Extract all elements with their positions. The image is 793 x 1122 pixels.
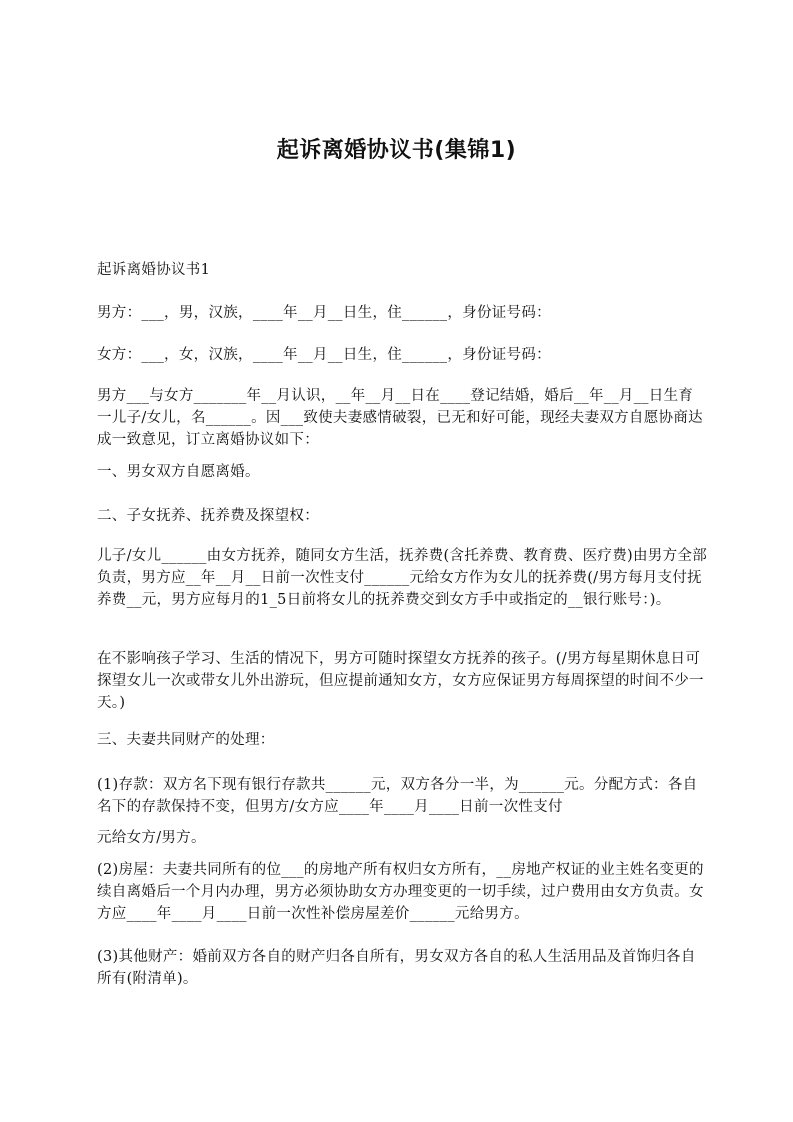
other-property-clause: (3)其他财产：婚前双方各自的财产归各自所有，男女双方各自的私人生活用品及首饰归各自所有(附清单)。 (97, 949, 696, 987)
document-title: 起诉离婚协议书(集锦1) (276, 138, 517, 163)
section-heading: 起诉离婚协议书1 (97, 262, 211, 278)
child-custody-support: 儿子/女儿______由女方抚养，随同女方生活，抚养费(含托养费、教育费、医疗费)由男方全部负责，男方应__年__月__日前一次性支付______元给女方作为女儿的抚养费(/男方每月支付抚养费__元，男方应每月的1_5日前将女儿的抚养费交到女方手中或指定的__银行账号：)。 (97, 548, 707, 608)
male-party-info: 男方：___，男，汉族，____年__月__日生，住______，身份证号码： (97, 305, 551, 321)
marriage-background: 男方___与女方_______年__月认识，__年__月__日在____登记结婚，婚后__年__月__日生育一儿子/女儿，名______。因___致使夫妻感情破裂，已无和好可能，现经夫妻双方自愿协商达成一致意见，订立离婚协议如下： (97, 388, 703, 448)
clause-2-heading: 二、子女抚养、抚养费及探望权： (97, 508, 319, 524)
clause-3-heading: 三、夫妻共同财产的处理： (97, 732, 275, 748)
visitation-rights: 在不影响孩子学习、生活的情况下，男方可随时探望女方抚养的孩子。(/男方每星期休息日可探望女儿一次或带女儿外出游玩，但应提前通知女方，女方应保证男方每周探望的时间不少一天。) (97, 651, 704, 711)
female-party-info: 女方：___，女，汉族，____年__月__日生，住______，身份证号码： (97, 347, 551, 363)
deposits-clause: (1)存款：双方名下现有银行存款共______元，双方各分一半，为______元。分配方式：各自名下的存款保持不变，但男方/女方应____年____月____日前一次性支付 (97, 777, 698, 815)
clause-1-divorce: 一、男女双方自愿离婚。 (97, 464, 260, 480)
deposits-clause-cont: 元给女方/男方。 (97, 830, 206, 846)
housing-clause: (2)房屋：夫妻共同所有的位___的房地产所有权归女方所有，__房地产权证的业主姓名变更的续自离婚后一个月内办理，男方必须协助女方办理变更的一切手续，过户费用由女方负责。女方应____年____月____日前一次性补偿房屋差价______元给男方。 (97, 862, 704, 922)
